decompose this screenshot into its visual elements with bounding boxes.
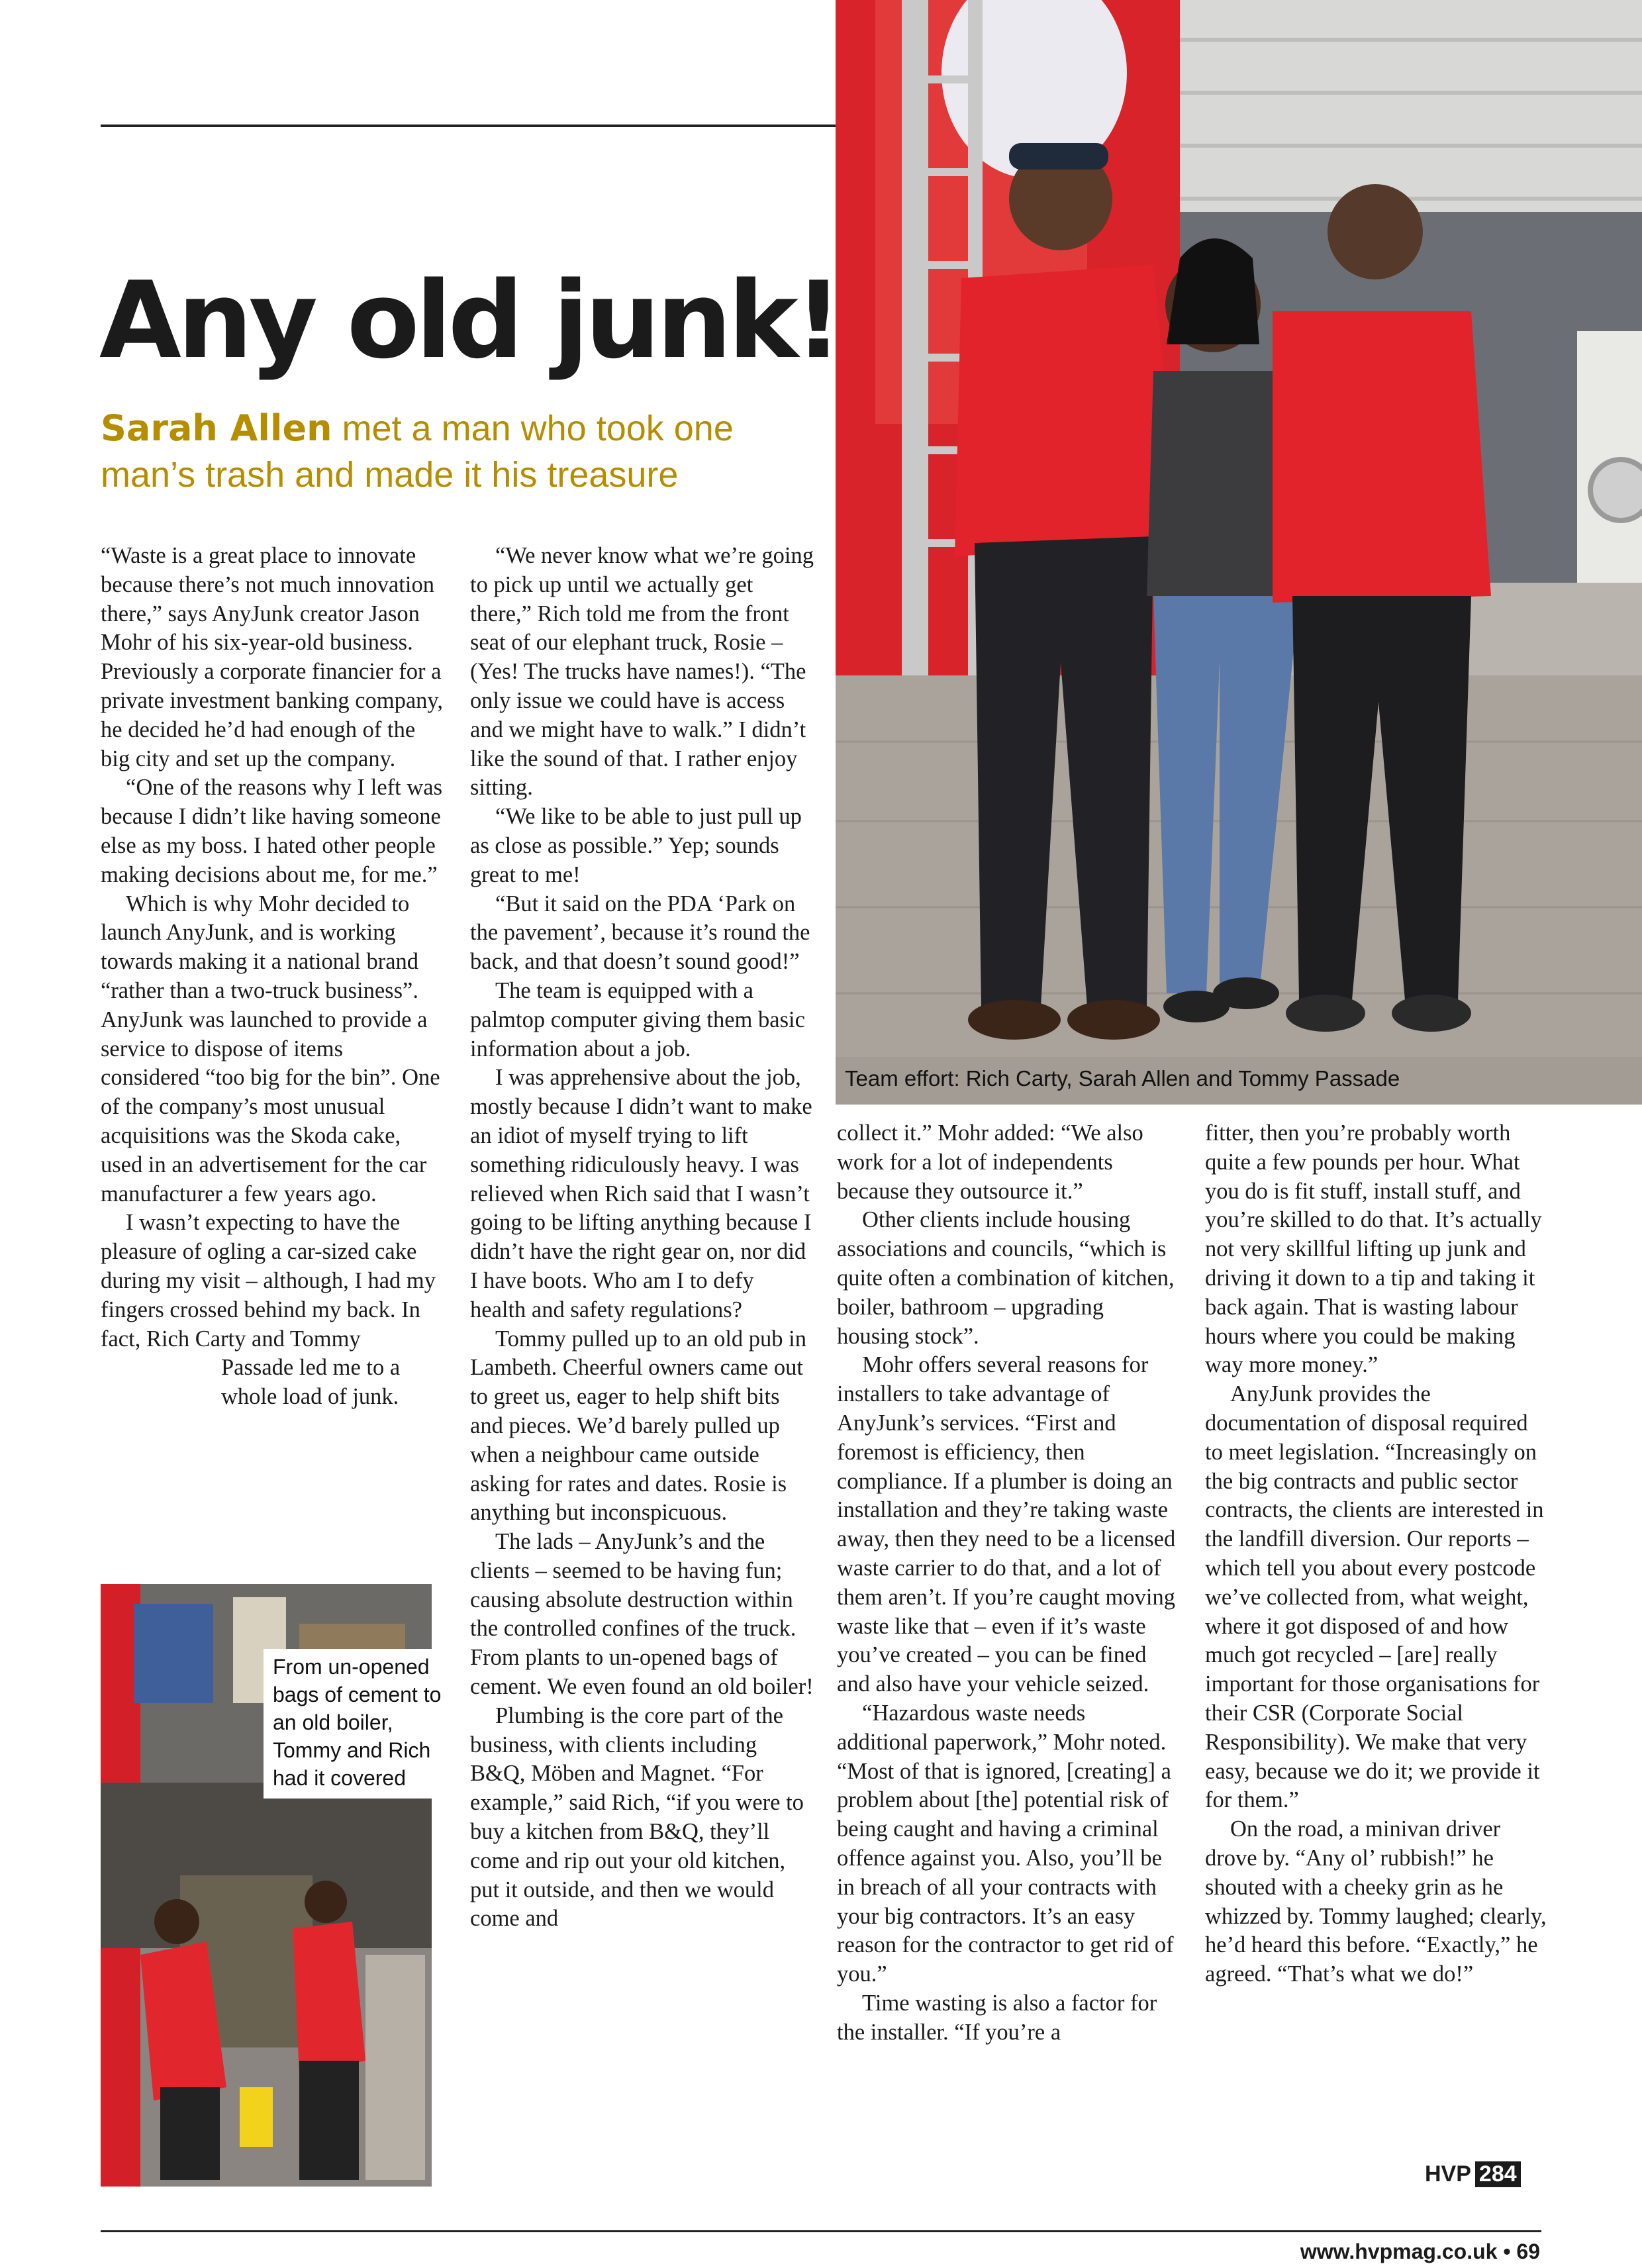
hvp-label: HVP — [1425, 2161, 1471, 2187]
paragraph: The team is equipped with a palmtop computer giving them basic information about a job. — [470, 977, 805, 1061]
hero-photo — [836, 0, 1642, 1105]
standfirst-text: met a man who took one man’s trash and made it his treasure — [101, 409, 734, 495]
paragraph: Mohr offers several reasons for installers to take advantage of AnyJunk’s services. “First and foremost is efficiency, then compliance. If a plumber is doing an installation and they’re taking waste away, then they need to be a licensed waste carrier to do that, and a lot of them aren’t. If you’re caught moving waste like that – even if it’s waste you’ve created – you can be fined and also have your vehicle seized. — [837, 1352, 1176, 1697]
paragraph: “But it said on the PDA ‘Park on the pavement’, because it’s round the back, and that doesn’t sound good!” — [470, 891, 810, 975]
paragraph: fitter, then you’re probably worth quite a few pounds per hour. What you do is fit stuff, install stuff, and you’re skilled to do that. It’s actually not very skillful lifting up junk and driving it down to a tip and taking it back again. That is wasting labour hours where you could be making way more money.” — [1205, 1120, 1542, 1378]
issue-number: 284 — [1475, 2161, 1521, 2187]
paragraph: Plumbing is the core part of the business, with clients including B&Q, Möben and Magnet. “For example,” said Rich, “if you were to buy a kitchen from B&Q, they’ll come and rip out your old kitchen, put it outside, and then we would come and — [470, 1702, 804, 1932]
paragraph: The lads – AnyJunk’s and the clients – seemed to be having fun; causing absolute destruction within the controlled confines of the truck. From plants to un-opened bags of cement. We even found an old boiler! — [470, 1529, 814, 1700]
paragraph: “One of the reasons why I left was because I didn’t like having someone else as my boss. I hated other people making decisions about me, for me.” — [101, 775, 443, 887]
paragraph: “Waste is a great place to innovate because there’s not much innovation there,” says AnyJunk creator Jason Mohr of his six-year-old business. Previously a corporate financier for a private investment banking company, he decided he’d had enough of the big city and set up the company. — [101, 543, 444, 771]
footer-separator: • — [1503, 2240, 1511, 2263]
byline-name: Sarah Allen — [101, 407, 332, 449]
footer-rule — [101, 2230, 1541, 2232]
paragraph: “We never know what we’re going to pick up until we actually get there,” Rich told me from the front seat of our elephant truck, Rosie – (Yes! The trucks have names!). “The only issue we could have is access and we might have to walk.” I didn’t like the sound of that. I rather enjoy sitting. — [470, 543, 814, 801]
paragraph: On the road, a minivan driver drove by. “Any ol’ rubbish!” he shouted with a cheeky grin as he whizzed by. Tommy laughed; clearly, he’d heard this before. “Exactly,” he agreed. “That’s what we do!” — [1205, 1816, 1547, 1987]
paragraph: “We like to be able to just pull up as close as possible.” Yep; sounds great to me! — [470, 804, 802, 887]
article-column-1 — [101, 542, 445, 1412]
paragraph: I was apprehensive about the job, mostly because I didn’t want to make an idiot of myself trying to lift something ridiculously heavy. I was relieved when Rich said that I wasn’t going to be lifting anything because I didn’t have the right gear on, nor did I have boots. Who am I to defy health and safety regulations? — [470, 1065, 812, 1322]
hvp-issue-badge — [1425, 2161, 1521, 2187]
paragraph: collect it.” Mohr added: “We also work for a lot of independents because they outsource it.” — [837, 1120, 1143, 1204]
page-number: 69 — [1516, 2240, 1540, 2263]
paragraph: I wasn’t expecting to have the pleasure of ogling a car-sized cake during my visit – although, I had my fingers crossed behind my back. In fact, Rich Carty and Tommy — [101, 1210, 436, 1352]
article-column-2 — [470, 542, 814, 1934]
article-column-3 — [837, 1119, 1181, 2047]
inset-photo-caption: From un-opened bags of cement to an old boiler, Tommy and Rich had it covered — [264, 1649, 457, 1799]
paragraph: Which is why Mohr decided to launch AnyJunk, and is working towards making it a national brand “rather than a two-truck business”. AnyJunk was launched to provide a service to dispose of items considered “too big for the bin”. One of the company’s most unusual acquisitions was the Skoda cake, used in an advertisement for the car manufacturer a few years ago. — [101, 891, 440, 1207]
article-standfirst — [101, 405, 816, 498]
article-column-4 — [1205, 1119, 1549, 1989]
article-headline: Any old junk! — [99, 258, 839, 382]
paragraph: AnyJunk provides the documentation of disposal required to meet legislation. “Increasingly on the big contracts and public sector contracts, the clients are interested in the landfill diversion. Our reports – which tell you about every postcode we’ve collected from, what weight, where it got disposed of and how much got recycled – [are] really important for those organisations for their CSR (Corporate Social Responsibility). We make that very easy, because we do it; we provide it for them.” — [1205, 1381, 1544, 1813]
paragraph: Tommy pulled up to an old pub in Lambeth. Cheerful owners came out to greet us, eager to help shift bits and pieces. We’d barely pulled up when a neighbour came outside asking for rates and dates. Rosie is anything but inconspicuous. — [470, 1326, 807, 1526]
paragraph: Time wasting is also a factor for the installer. “If you’re a — [837, 1990, 1157, 2045]
paragraph: Other clients include housing associations and councils, “which is quite often a combination of kitchen, boiler, bathroom – upgrading housing stock”. — [837, 1207, 1175, 1349]
page-footer — [1300, 2240, 1540, 2264]
hero-photo-caption: Team effort: Rich Carty, Sarah Allen and Tommy Passade — [845, 1066, 1400, 1091]
paragraph-wrap-continuation: Passade led me to a whole load of junk. — [221, 1355, 401, 1410]
footer-url[interactable]: www.hvpmag.co.uk — [1300, 2240, 1498, 2263]
paragraph: “Hazardous waste needs additional paperwork,” Mohr noted. “Most of that is ignored, [creating] a problem about [the] potential risk of being caught and having a criminal offence against you. Also, you’ll be in breach of all your contracts with your big contractors. It’s an easy reason for the contractor to get rid of you.” — [837, 1700, 1174, 1987]
